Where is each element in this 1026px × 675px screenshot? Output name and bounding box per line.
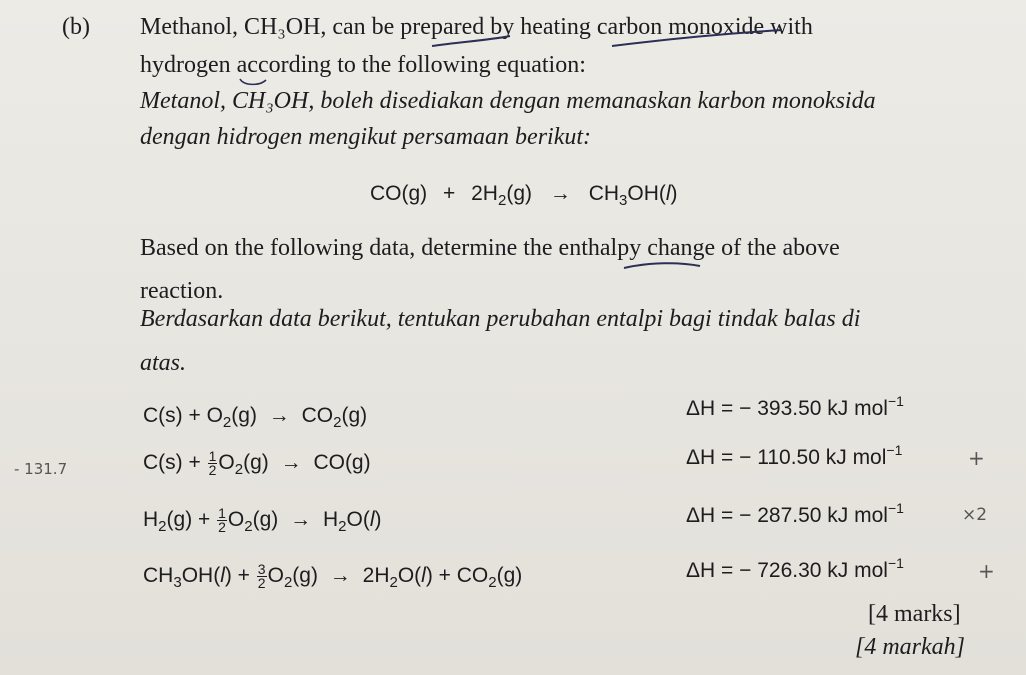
data-equation-4: $CH_3OH(l)$ + $\frac{3}{2}$ $O_2(g) \to 2H_2O(l) + CO_2(g)$ — [143, 561, 523, 592]
data-equation-2: C(s) + $\frac{1}{2}$ $O_2(g) \to CO(g)$ — [143, 448, 371, 479]
task-english-line-1: Based on the following data, determine the enthalpy change of the above — [140, 235, 840, 261]
underline-carbon-monoxide — [612, 30, 782, 46]
data-equation-1: $C(s) + O_2(g) \to CO_2(g)$ — [143, 404, 368, 431]
task-malay-line-2: atas. — [140, 350, 187, 376]
enthalpy-value-3: ΔH = − 287.50 kJ mol$^{-1}$ — [686, 500, 904, 527]
question-malay-line-1: Metanol, CH₃OH, boleh disediakan dengan memanaskan karbon monoksida — [140, 88, 876, 114]
enthalpy-value-4: ΔH = − 726.30 kJ mol$^{-1}$ — [686, 555, 904, 582]
main-eq-product: $CH_3OH(l)$ — [588, 182, 678, 209]
underline-prepared — [432, 36, 510, 46]
enthalpy-value-1: ΔH = − 393.50 kJ mol$^{-1}$ — [686, 393, 904, 420]
handwritten-note-row-4: + — [978, 559, 995, 583]
task-english-line-2: reaction. — [140, 278, 224, 304]
part-label: (b) — [62, 14, 90, 40]
task-malay-line-1: Berdasarkan data berikut, tentukan perubahan entalpi bagi tindak balas di — [140, 306, 861, 332]
main-eq-arrow: → — [549, 182, 571, 205]
handwritten-note-row-2: + — [968, 446, 985, 470]
marks-malay: [4 markah] — [855, 634, 966, 660]
handwritten-note-left: - 131.7 — [14, 460, 68, 478]
question-english-line-1: Methanol, CH₃OH, can be prepared by heating carbon monoxide with — [140, 14, 813, 40]
underline-enthalpy — [624, 263, 700, 268]
main-eq-plus: + — [443, 182, 456, 205]
marks-english: [4 marks] — [868, 601, 961, 627]
underline-hydrogen — [240, 79, 266, 84]
main-eq-reactant-2: $2H_2(g)$ — [471, 182, 532, 209]
main-eq-reactant-1: CO(g) — [370, 182, 428, 205]
handwritten-note-row-3: ×2 — [962, 505, 988, 525]
data-equation-3: $H_2(g)$ + $\frac{1}{2}$ $O_2(g) \to H_2O(l)$ — [143, 505, 382, 536]
question-english-line-2: hydrogen according to the following equation: — [140, 52, 586, 78]
question-malay-line-2: dengan hidrogen mengikut persamaan berikut: — [140, 124, 592, 150]
enthalpy-value-2: ΔH = − 110.50 kJ mol$^{-1}$ — [686, 442, 903, 469]
